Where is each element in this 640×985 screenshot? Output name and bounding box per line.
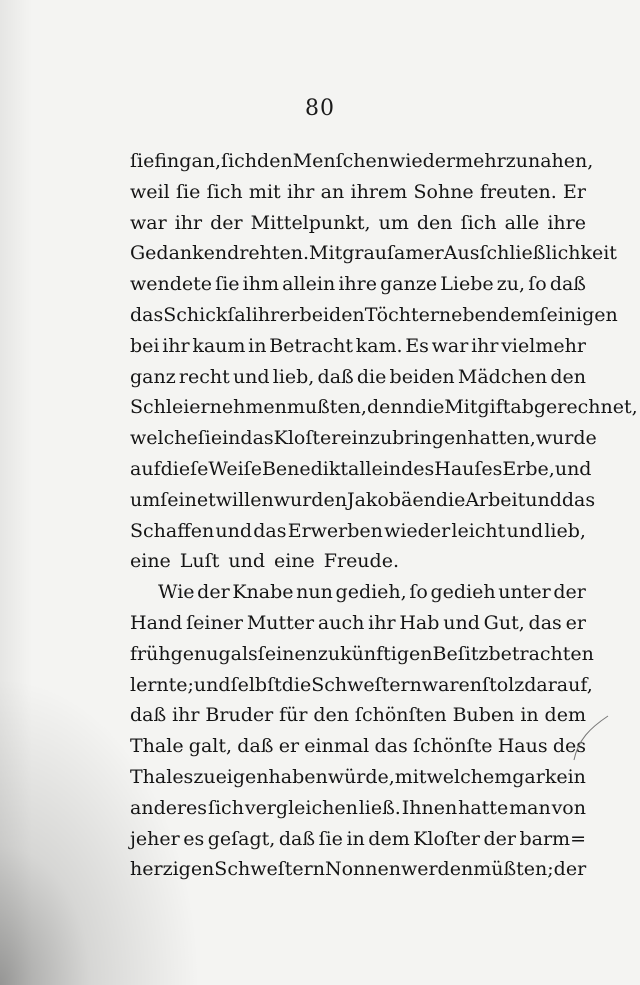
word: daß — [130, 704, 167, 727]
word: mußten, — [286, 396, 367, 419]
word: ganz — [130, 365, 176, 388]
word: als — [230, 642, 258, 665]
text-line — [130, 454, 592, 485]
word: daß — [278, 827, 316, 850]
word: darauf, — [524, 673, 593, 696]
word: hatten, — [467, 427, 536, 450]
word: mehr — [455, 150, 506, 172]
word: zu, — [496, 273, 526, 296]
word: ihm — [242, 273, 280, 296]
word: Schweſtern — [311, 673, 422, 696]
word: dem — [544, 704, 586, 727]
word: Mittelpunkt, — [250, 211, 371, 234]
word: Arbeit — [465, 488, 526, 511]
text-line — [130, 269, 586, 300]
word: ihr — [162, 334, 190, 357]
text-line — [130, 608, 586, 639]
word: ganze — [380, 273, 438, 296]
word: des — [401, 457, 435, 480]
word: ſelbſt — [230, 673, 282, 696]
word: in — [346, 827, 365, 850]
word: von — [551, 796, 586, 819]
text-line — [130, 546, 586, 577]
word: den — [313, 704, 350, 727]
word: ſeiner — [186, 611, 244, 634]
word: ihre — [547, 211, 586, 234]
text-line — [130, 362, 586, 393]
word: Buben — [452, 704, 515, 727]
word: wurden — [273, 488, 347, 511]
text-line — [130, 854, 586, 885]
page-curl-mark — [560, 714, 610, 774]
word: in — [222, 427, 241, 450]
text-line — [130, 208, 586, 239]
word: ſie — [130, 150, 155, 172]
text-line — [130, 423, 597, 454]
word: Hand — [130, 611, 183, 634]
word: freuten. — [479, 180, 557, 203]
word: dem — [498, 303, 540, 326]
word: zu — [193, 765, 216, 788]
word: Jakobäen — [346, 488, 436, 511]
word: an — [320, 180, 345, 203]
word: Mädchen — [457, 365, 548, 388]
word: das — [528, 611, 562, 634]
word: vielmehr — [501, 334, 586, 357]
word: Haus — [497, 735, 548, 758]
word: Es — [405, 334, 429, 357]
word: ſo — [528, 273, 547, 296]
word: Schaffen — [130, 519, 215, 542]
word: gedieh, — [335, 581, 407, 604]
word: Knabe — [232, 581, 294, 604]
body-text — [130, 146, 638, 885]
word: und — [193, 673, 231, 696]
word: neben — [438, 303, 499, 326]
word: wieder — [389, 150, 456, 172]
word: anderes — [130, 796, 208, 819]
word: der — [197, 581, 230, 604]
text-line — [130, 731, 586, 762]
word: Thale — [130, 735, 184, 758]
word: geſagt, — [207, 827, 276, 850]
word: betrachten — [488, 642, 594, 665]
text-line — [130, 670, 593, 701]
text-line — [130, 238, 617, 269]
word: denn — [366, 396, 415, 419]
word: drehten. — [227, 242, 310, 265]
word: früh — [130, 642, 171, 665]
word: Gedanken — [130, 242, 228, 265]
word: Sohne — [413, 180, 474, 203]
word: grauſamer — [342, 242, 444, 265]
word: des — [552, 735, 586, 758]
word: ihrem — [350, 180, 408, 203]
word: für — [279, 704, 308, 727]
word: den — [416, 211, 453, 234]
word: Thales — [130, 765, 194, 788]
word: Betracht — [269, 334, 353, 357]
word: recht — [178, 365, 230, 388]
text-line — [130, 177, 586, 208]
word: er — [565, 611, 586, 634]
word: ſie — [318, 827, 343, 850]
word: Schweſtern — [214, 858, 325, 881]
word: werden — [400, 858, 474, 881]
word: und — [232, 365, 270, 388]
word: in — [520, 704, 539, 727]
text-line — [130, 146, 594, 177]
word: unter — [498, 581, 551, 604]
word: welchem — [426, 765, 513, 788]
word: herzigen — [130, 858, 215, 881]
word: Nonnen — [324, 858, 401, 881]
word: und — [506, 519, 544, 542]
text-line — [130, 485, 596, 516]
word: und — [228, 550, 265, 573]
word: daß — [237, 735, 274, 758]
text-line — [130, 516, 586, 547]
word: mit — [248, 180, 281, 203]
word: wurde — [535, 427, 597, 450]
word: kaum — [192, 334, 246, 357]
word: alle — [504, 211, 540, 234]
word: in — [248, 334, 267, 357]
word: auch — [317, 611, 365, 634]
text-line — [130, 331, 586, 362]
word: würde, — [327, 765, 395, 788]
word: war — [130, 211, 167, 234]
word: lieb, — [544, 519, 586, 542]
word: es — [183, 827, 205, 850]
word: beiden — [299, 303, 365, 326]
word: weil — [130, 180, 170, 203]
word: ihr — [172, 704, 200, 727]
word: beiden — [389, 365, 455, 388]
word: das — [561, 488, 596, 511]
word: um — [378, 211, 409, 234]
word: jeher — [130, 827, 180, 850]
word: wendete — [130, 273, 213, 296]
word: und — [443, 611, 480, 634]
word: mit — [394, 765, 427, 788]
word: dieſe — [160, 457, 209, 480]
word: allein — [348, 457, 402, 480]
word: der — [553, 581, 586, 604]
word: ihr — [471, 334, 499, 357]
word: Ihnen — [401, 796, 458, 819]
word: Mutter — [246, 611, 315, 634]
text-line — [130, 762, 586, 793]
text-line — [130, 392, 638, 423]
word: daß — [317, 365, 354, 388]
word: um — [130, 488, 161, 511]
word: Luſt — [179, 550, 220, 573]
word: Gut, — [483, 611, 525, 634]
word: dem — [368, 827, 410, 850]
word: die — [281, 673, 312, 696]
word: ſie — [197, 427, 223, 450]
word: an, — [191, 150, 222, 172]
word: ſich — [207, 796, 244, 819]
word: das — [130, 303, 164, 326]
word: Hab — [399, 611, 440, 634]
word: Freude. — [323, 550, 399, 573]
word: die — [435, 488, 466, 511]
word: Mitgift — [444, 396, 511, 419]
word: nehmen — [209, 396, 287, 419]
word: ließ. — [358, 796, 401, 819]
word: Mit — [309, 242, 343, 265]
word: Bruder — [205, 704, 274, 727]
word: eine — [273, 550, 315, 573]
word: genug — [170, 642, 231, 665]
page-number: 80 — [305, 96, 335, 121]
text-line — [130, 577, 586, 608]
word: ſchönſten — [354, 704, 447, 727]
word: fing — [154, 150, 192, 172]
word: der — [553, 858, 587, 881]
word: die — [356, 365, 387, 388]
word: Kloſter — [413, 827, 480, 850]
word: ſchönſte — [412, 735, 493, 758]
word: ſie — [175, 180, 201, 203]
word: das — [374, 735, 408, 758]
word: ihrer — [251, 303, 300, 326]
word: auf — [130, 457, 161, 480]
word: waren — [421, 673, 483, 696]
word: und — [554, 457, 592, 480]
word: Erbe, — [502, 457, 555, 480]
word: müßten; — [473, 858, 554, 881]
word: Menſchen — [292, 150, 390, 172]
word: gedieh — [430, 581, 496, 604]
word: welche — [130, 427, 198, 450]
word: hatte — [458, 796, 509, 819]
word: ſich — [206, 180, 243, 203]
word: Weiſe — [208, 457, 262, 480]
word: nun — [296, 581, 333, 604]
word: Kloſter — [273, 427, 341, 450]
text-line — [130, 793, 586, 824]
word: ſo — [409, 581, 428, 604]
word: ihr — [368, 611, 396, 634]
word: ſich — [221, 150, 258, 172]
word: das — [240, 427, 274, 450]
word: den — [550, 365, 586, 388]
word: abgerechnet, — [510, 396, 638, 419]
word: Schickſal — [163, 303, 252, 326]
text-line — [130, 639, 594, 670]
word: vergleichen — [244, 796, 358, 819]
word: die — [414, 396, 445, 419]
word: der — [210, 211, 243, 234]
word: eigen — [215, 765, 269, 788]
word: ihre — [338, 273, 377, 296]
word: galt, — [188, 735, 233, 758]
word: lernte; — [130, 673, 194, 696]
text-line — [130, 824, 586, 855]
word: einzubringen — [340, 427, 468, 450]
word: Ausſchließlichkeit — [443, 242, 617, 265]
word: das — [253, 519, 287, 542]
word: zu — [505, 150, 528, 172]
word: und — [525, 488, 562, 511]
word: Erwerben — [287, 519, 383, 542]
word: eine — [130, 550, 171, 573]
word: ſeinigen — [539, 303, 618, 326]
word: einmal — [304, 735, 370, 758]
word: zukünftigen — [317, 642, 433, 665]
word: Wie — [158, 581, 195, 604]
word: daß — [549, 273, 586, 296]
word: barm= — [519, 827, 586, 850]
word: ihr — [174, 211, 203, 234]
word: Beſitz — [432, 642, 489, 665]
word: war — [431, 334, 469, 357]
word: kam. — [355, 334, 403, 357]
word: ſie — [215, 273, 240, 296]
word: Schleier — [130, 396, 210, 419]
word: der — [483, 827, 516, 850]
word: ſeinetwillen — [160, 488, 274, 511]
word: ihr — [286, 180, 315, 203]
word: bei — [130, 334, 160, 357]
word: den — [257, 150, 293, 172]
word: Töchter — [364, 303, 439, 326]
word: ſtolz — [482, 673, 525, 696]
word: ſeinen — [257, 642, 318, 665]
word: Liebe — [440, 273, 494, 296]
word: lieb, — [272, 365, 315, 388]
word: wieder — [384, 519, 451, 542]
word: Er — [563, 180, 586, 203]
text-line — [130, 300, 618, 331]
word: allein — [282, 273, 336, 296]
word: leicht — [451, 519, 506, 542]
word: ſich — [460, 211, 497, 234]
word: man — [509, 796, 551, 819]
word: Hauſes — [434, 457, 503, 480]
word: Benedikt — [261, 457, 349, 480]
word: gar — [512, 765, 545, 788]
word: kein — [544, 765, 586, 788]
word: er — [278, 735, 300, 758]
text-line — [130, 700, 586, 731]
word: haben — [268, 765, 328, 788]
word: und — [215, 519, 253, 542]
word: nahen, — [527, 150, 594, 172]
